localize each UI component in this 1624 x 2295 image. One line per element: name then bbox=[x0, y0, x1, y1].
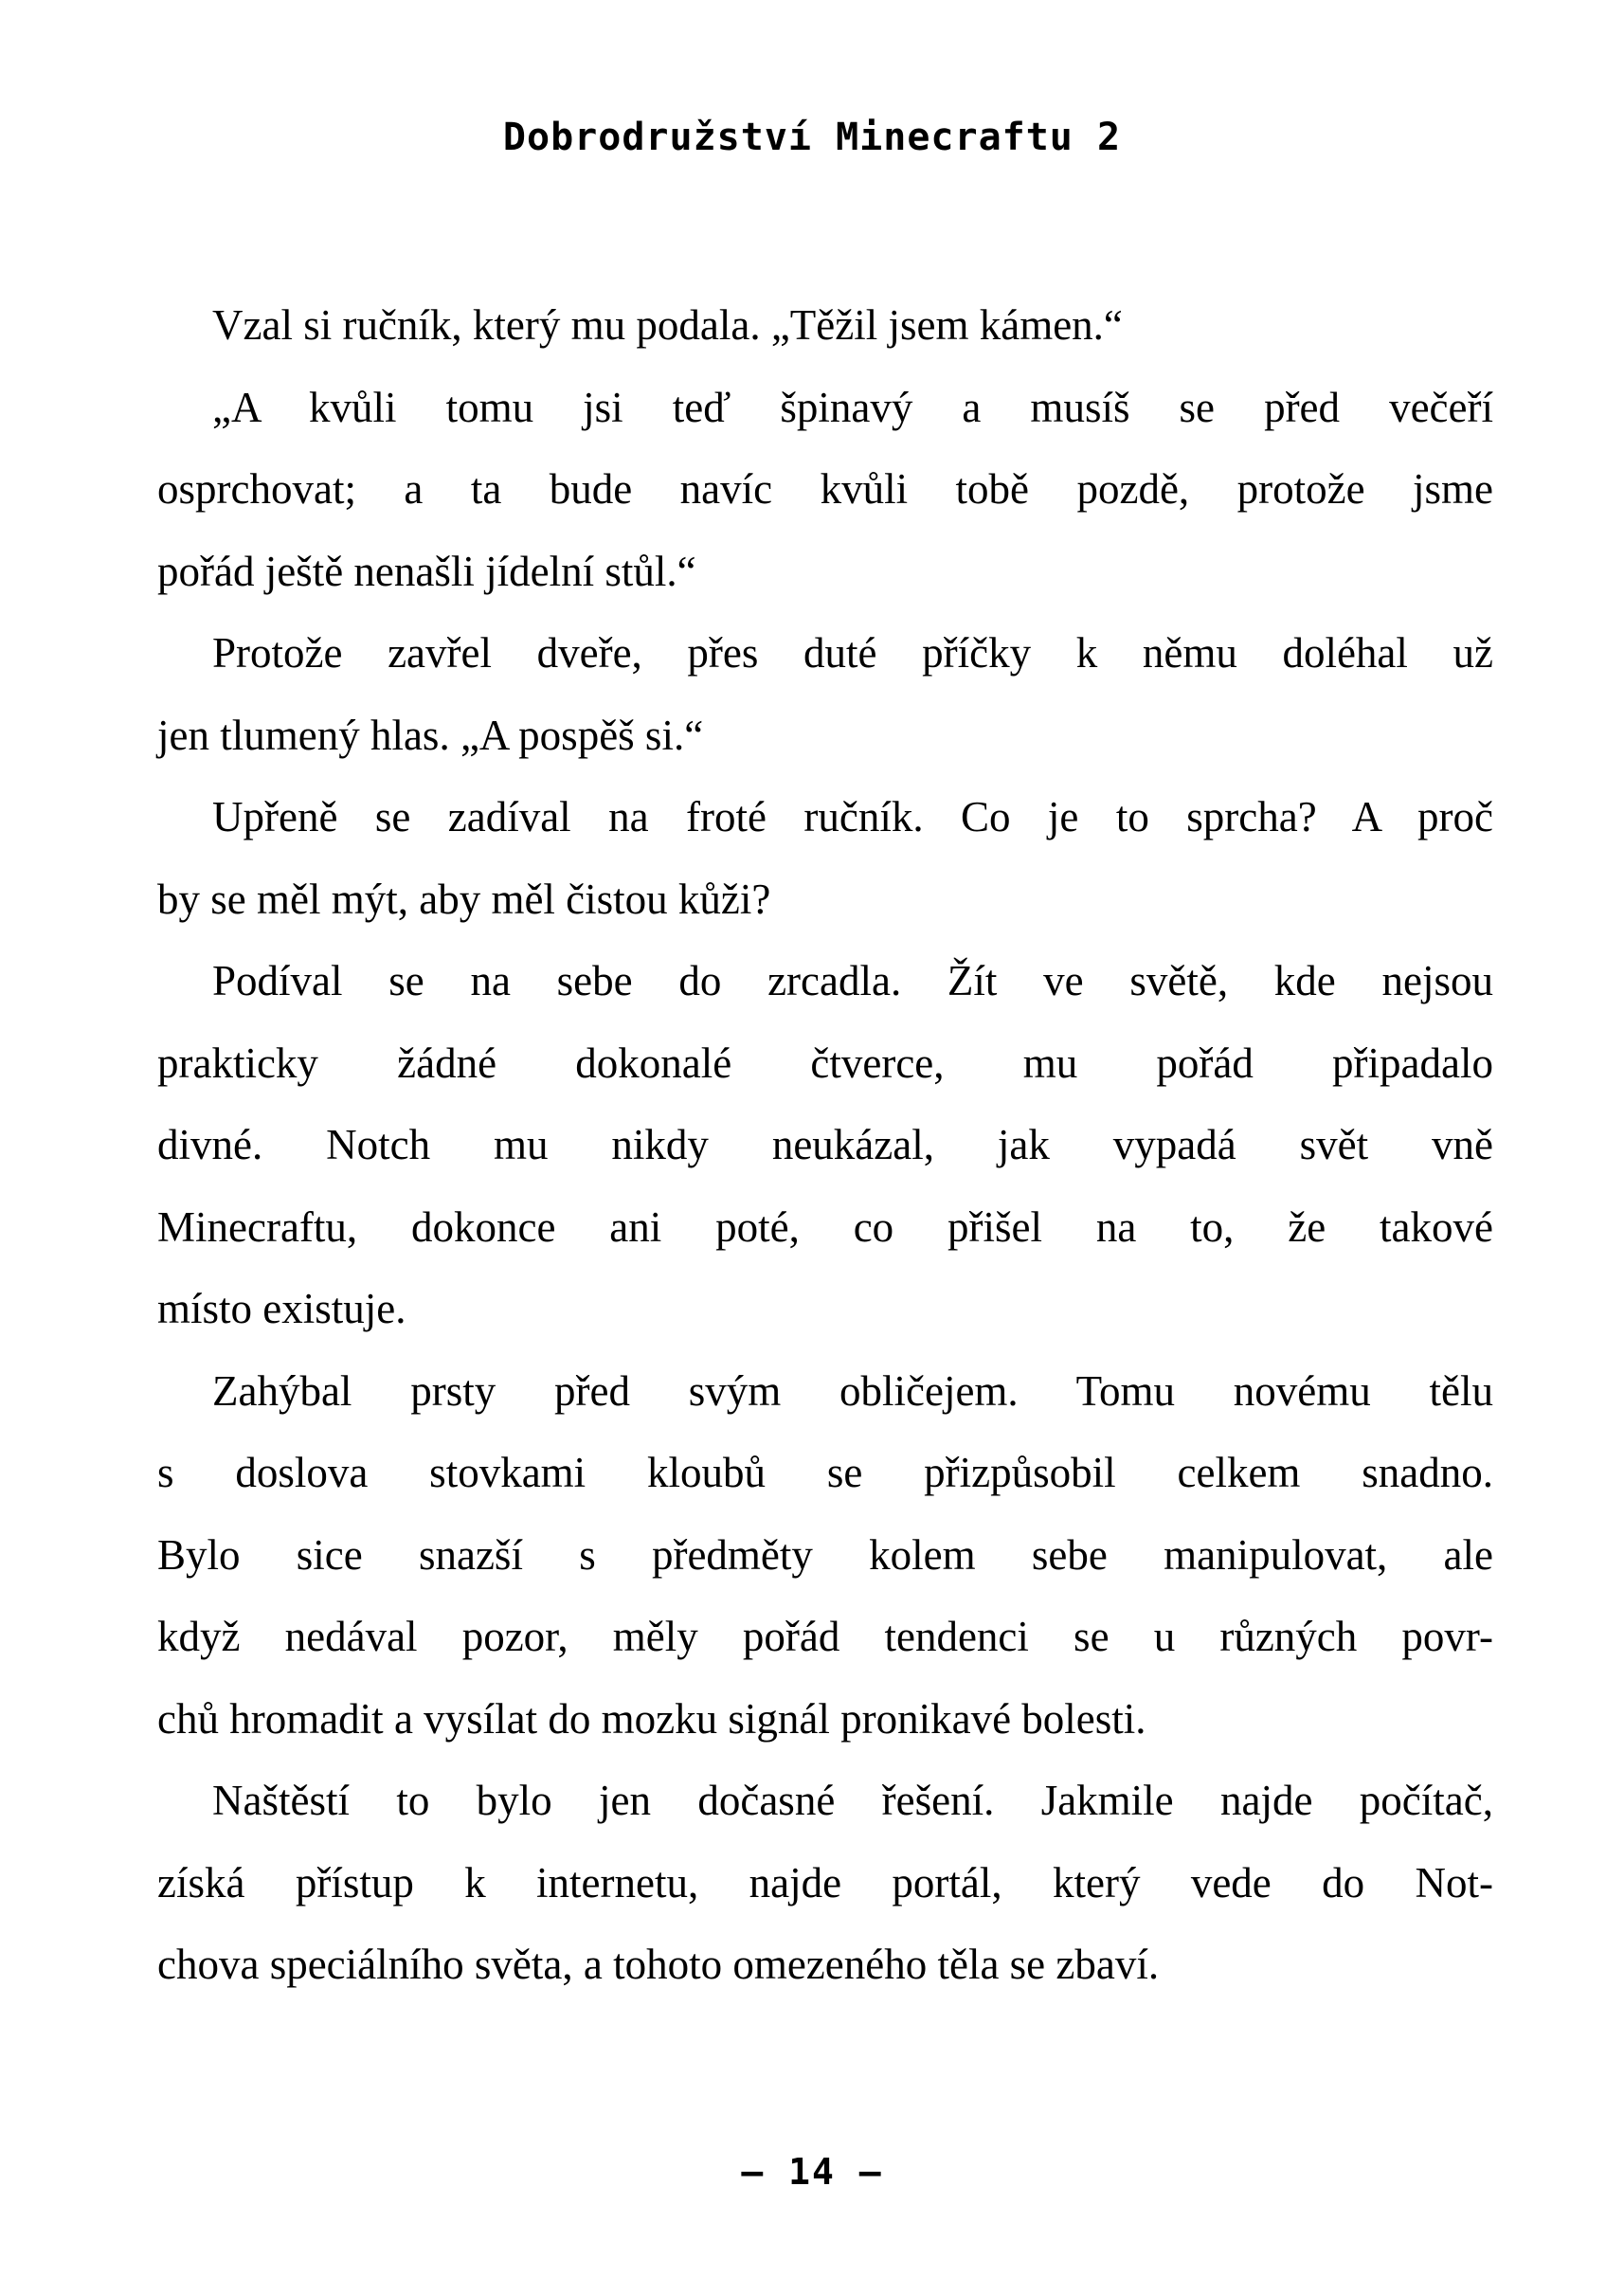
text-line: jen tlumený hlas. „A pospěš si.“ bbox=[157, 711, 704, 759]
text-line: Naštěstí to bylo jen dočasné řešení. Jakmile najde počítač, bbox=[212, 1777, 1493, 1824]
text-line: získá přístup k internetu, najde portál, který vede do Not- bbox=[157, 1858, 1493, 1906]
text-line: chů hromadit a vysílat do mozku signál pronikavé bolesti. bbox=[157, 1694, 1146, 1743]
text-line: Upřeně se zadíval na froté ručník. Co je to sprcha? A proč bbox=[212, 793, 1493, 840]
text-line: s doslova stovkami kloubů se přizpůsobil celkem snadno. bbox=[157, 1449, 1493, 1496]
text-line: Minecraftu, dokonce ani poté, co přišel na to, že takové bbox=[157, 1202, 1493, 1251]
text-line: pořád ještě nenašli jídelní stůl.“ bbox=[157, 547, 696, 595]
paragraph bbox=[157, 1760, 1493, 2006]
text-line: Vzal si ručník, který mu podala. „Těžil jsem kámen.“ bbox=[212, 301, 1123, 349]
text-block bbox=[157, 284, 1493, 2006]
paragraph bbox=[157, 612, 1493, 776]
text-line: Protože zavřel dveře, přes duté příčky k němu doléhal už bbox=[212, 629, 1493, 677]
text-line: Podíval se na sebe do zrcadla. Žít ve světě, kde nejsou bbox=[212, 957, 1493, 1004]
text-line: Bylo sice snazší s předměty kolem sebe manipulovat, ale bbox=[157, 1530, 1493, 1579]
text-line: by se měl mýt, aby měl čistou kůži? bbox=[157, 875, 771, 923]
text-line: osprchovat; a ta bude navíc kvůli tobě pozdě, protože jsme bbox=[157, 465, 1493, 513]
text-line: když nedával pozor, měly pořád tendenci se u různých povr- bbox=[157, 1613, 1493, 1660]
text-line: chova speciálního světa, a tohoto omezeného těla se zbaví. bbox=[157, 1941, 1160, 1988]
text-line: Zahýbal prsty před svým obličejem. Tomu novému tělu bbox=[212, 1366, 1493, 1415]
running-header: Dobrodružství Minecraftu 2 bbox=[502, 116, 1122, 159]
paragraph bbox=[157, 776, 1493, 940]
paragraph bbox=[157, 284, 1493, 367]
text-line: „A kvůli tomu jsi teď špinavý a musíš se před večeří bbox=[212, 383, 1493, 431]
text-line: divné. Notch mu nikdy neukázal, jak vypadá svět vně bbox=[157, 1121, 1493, 1168]
paragraph bbox=[157, 367, 1493, 613]
paragraph bbox=[157, 940, 1493, 1350]
paragraph bbox=[157, 1350, 1493, 1761]
text-line: místo existuje. bbox=[157, 1285, 406, 1332]
text-line: prakticky žádné dokonalé čtverce, mu pořád připadalo bbox=[157, 1039, 1493, 1087]
page-number: – 14 – bbox=[741, 2151, 883, 2193]
